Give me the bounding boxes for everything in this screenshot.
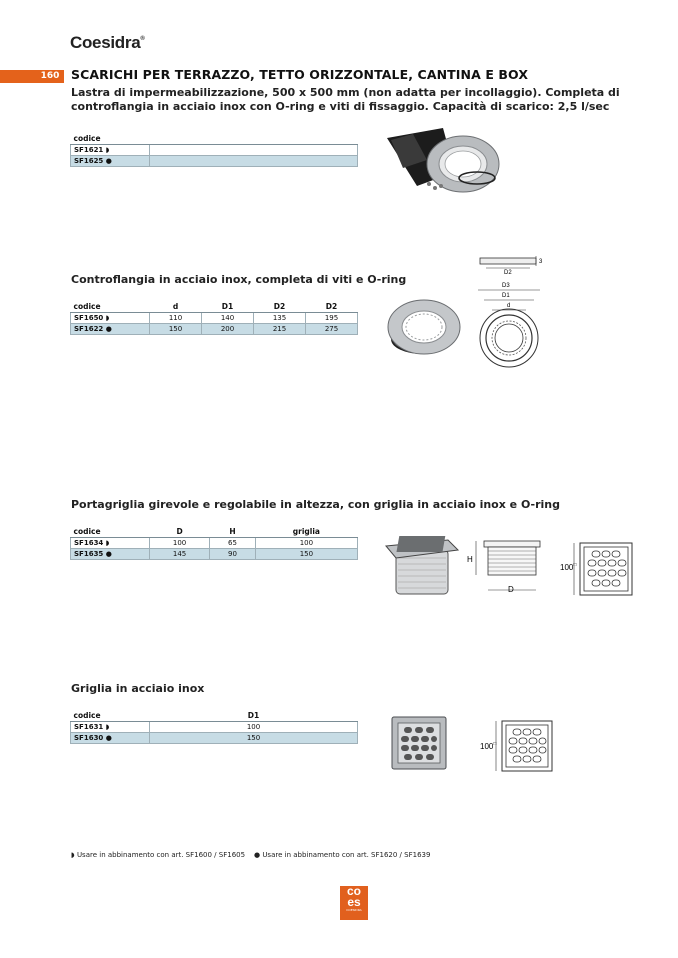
table-cell: 150 <box>150 733 358 744</box>
half-circle-icon: ◗ <box>105 314 110 322</box>
half-circle-icon: ◗ <box>105 146 110 154</box>
drawing-label-d3: D3 <box>502 283 510 289</box>
section-title-grate-holder: Portagriglia girevole e regolabile in altezza, con griglia in acciaio inox e O-ring <box>71 498 560 511</box>
table-row <box>71 722 358 733</box>
full-circle-icon: ● <box>105 550 112 558</box>
table-row <box>71 145 358 156</box>
product-code: SF1625 ● <box>71 156 150 167</box>
full-circle-icon: ● <box>253 851 261 859</box>
table-membrane <box>70 133 358 167</box>
table-grate-holder <box>70 526 358 560</box>
half-circle-icon: ◗ <box>105 723 110 731</box>
table-header-d2-second: D2 <box>306 301 358 313</box>
table-row <box>71 538 358 549</box>
table-row <box>71 156 358 167</box>
intro-text: Lastra di impermeabilizzazione, 500 x 500 mm (non adatta per incollaggio). Completa di controflangia in acciaio inox con O-ring e viti di fissaggio. Capacità di scarico: 2,5 l/sec <box>71 86 620 113</box>
table-cell: 275 <box>306 324 358 335</box>
full-circle-icon: ● <box>105 325 112 333</box>
drawing-label-3: 3 <box>539 259 543 265</box>
table-header-h: H <box>210 526 256 538</box>
table-header-codice: codice <box>71 526 150 538</box>
product-code: SF1650 ◗ <box>71 313 150 324</box>
drawing-label-size: 100□ <box>560 562 577 572</box>
counterflange-product-image <box>384 295 464 365</box>
table-cell: 140 <box>202 313 254 324</box>
coes-logo <box>340 886 368 920</box>
table-header-d: D <box>150 526 210 538</box>
table-cell: 135 <box>254 313 306 324</box>
grate-product-image <box>390 715 448 771</box>
grate-technical-drawing <box>478 717 558 777</box>
footnote-full-text: Usare in abbinamento con art. SF1620 / SF1639 <box>262 851 431 859</box>
table-cell: 65 <box>210 538 256 549</box>
table-header-d1: D1 <box>150 710 358 722</box>
grate-holder-product-image <box>384 532 460 598</box>
table-counterflange <box>70 301 358 335</box>
counterflange-technical-drawing <box>474 250 564 375</box>
logo-line2: es <box>347 895 361 909</box>
brand-logo <box>70 33 144 53</box>
table-header-griglia: griglia <box>255 526 357 538</box>
table-cell: 200 <box>202 324 254 335</box>
grate-holder-top-drawing <box>560 540 640 600</box>
table-cell: 100 <box>255 538 357 549</box>
table-cell: 90 <box>210 549 256 560</box>
product-code: SF1634 ◗ <box>71 538 150 549</box>
table-cell: 145 <box>150 549 210 560</box>
section-title-counterflange: Controflangia in acciaio inox, completa di viti e O-ring <box>71 273 407 286</box>
product-code: SF1631 ◗ <box>71 722 150 733</box>
drawing-label-size: 100□ <box>480 741 497 751</box>
section-title-grate: Griglia in acciaio inox <box>71 682 205 695</box>
table-cell: 100 <box>150 722 358 733</box>
membrane-product-image <box>383 120 503 200</box>
drawing-label-d2: D2 <box>504 270 512 276</box>
full-circle-icon: ● <box>105 157 112 165</box>
drawing-label-d: D <box>508 585 514 594</box>
drawing-label-h: H <box>467 555 473 564</box>
footnote-half-text: Usare in abbinamento con art. SF1600 / SF1605 <box>76 851 246 859</box>
product-code: SF1622 ● <box>71 324 150 335</box>
logo-line1: co <box>346 884 361 898</box>
page-number: 160 <box>40 71 60 81</box>
table-cell: 150 <box>150 324 202 335</box>
footnote <box>71 851 430 859</box>
table-cell: 100 <box>150 538 210 549</box>
full-circle-icon: ● <box>105 734 112 742</box>
table-row <box>71 324 358 335</box>
product-code: SF1630 ● <box>71 733 150 744</box>
table-grate <box>70 710 358 744</box>
half-circle-icon: ◗ <box>71 851 75 859</box>
page-heading: SCARICHI PER TERRAZZO, TETTO ORIZZONTALE, CANTINA E BOX <box>71 67 529 82</box>
product-code: SF1635 ● <box>71 549 150 560</box>
half-circle-icon: ◗ <box>105 539 110 547</box>
table-cell: 215 <box>254 324 306 335</box>
table-header-codice: codice <box>71 133 150 145</box>
brand-registered-mark: ® <box>140 36 145 42</box>
product-code: SF1621 ◗ <box>71 145 150 156</box>
table-header-d1: D1 <box>202 301 254 313</box>
table-header-d2: D2 <box>254 301 306 313</box>
brand-name: Coesidra <box>70 33 141 52</box>
table-cell: 195 <box>306 313 358 324</box>
table-row <box>71 549 358 560</box>
table-header-codice: codice <box>71 710 150 722</box>
table-cell: 150 <box>255 549 357 560</box>
logo-line3: COESIDRA <box>346 908 362 912</box>
table-header-d: d <box>150 301 202 313</box>
table-header-codice: codice <box>71 301 150 313</box>
table-row <box>71 733 358 744</box>
drawing-label-d1: D1 <box>502 293 510 299</box>
grate-holder-side-drawing <box>462 535 552 605</box>
table-row <box>71 313 358 324</box>
drawing-label-small-d: d <box>507 303 511 309</box>
table-cell: 110 <box>150 313 202 324</box>
